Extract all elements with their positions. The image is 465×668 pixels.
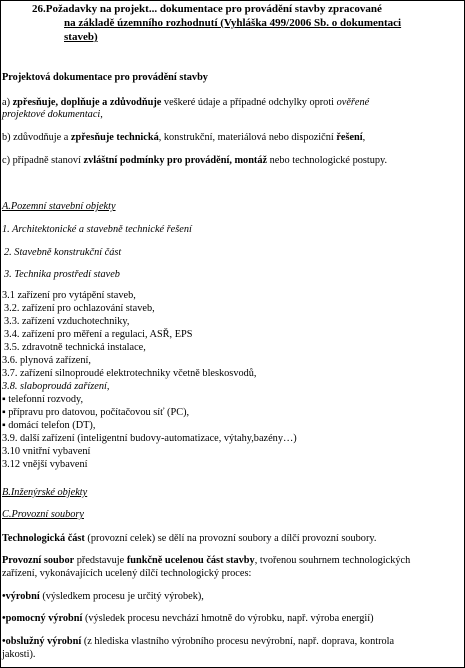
- list-item: 3.1 zařízení pro vytápění staveb,: [2, 290, 136, 301]
- subsection-b-title: B.Inženýrské objekty: [2, 487, 88, 498]
- bullet-vyrobni-bold: •výrobní: [2, 591, 40, 602]
- item-b: [2, 132, 365, 144]
- subsection-c-title: C.Provozní soubory: [2, 509, 84, 520]
- tech-text: (provozní celek) se dělí na provozní soubory a dílčí provozní soubory.: [84, 533, 377, 544]
- list-item: 3.4. zařízení pro měření a regulaci, ASŘ, EPS: [4, 329, 193, 340]
- list-item: 3.7. zařízení silnoproudé elektrotechniky včetně bleskosvodů,: [2, 368, 257, 379]
- list-item: 3.10 vnitřní vybavení: [2, 446, 91, 457]
- bullet-obsluzny-bold: •obslužný výrobní: [2, 636, 82, 647]
- subsection-a-title: A.Pozemní stavební objekty: [2, 201, 116, 212]
- subsection-a-item-1: 1. Architektonické a stavebně technické řešení: [2, 224, 192, 235]
- list-item: 3.6. plynová zařízení,: [2, 355, 91, 366]
- subsection-a-item-2: 2. Stavebně konstrukční část: [4, 247, 122, 258]
- item-a-prefix: a): [2, 97, 13, 108]
- ps-paragraph-line-1: [2, 555, 410, 567]
- item-a-italic-2: projektové dokumentaci: [2, 109, 101, 120]
- section-title: Projektová dokumentace pro provádění stavby: [2, 72, 208, 83]
- page-heading: [0, 2, 463, 44]
- bullet-obsluzny: [2, 636, 394, 648]
- item-a-line-1: [2, 97, 369, 109]
- bullet-vyrobni: [2, 591, 204, 603]
- ps-text-2: , tvořenou souhrnem technologických: [254, 555, 411, 566]
- list-item: 3.2. zařízení pro ochlazování staveb,: [4, 303, 155, 314]
- bullet-vyrobni-text: (výsledkem procesu je určitý výrobek),: [39, 591, 204, 602]
- list-item: 3.3. zařízení vzduchotechniky,: [4, 316, 130, 327]
- tech-bold: Technologická část: [2, 533, 85, 544]
- subsection-a-item-3: 3. Technika prostředí staveb: [4, 269, 120, 280]
- list-item: 3.5. zdravotně technická instalace,: [4, 342, 146, 353]
- item-b-end: ,: [362, 132, 366, 143]
- bullet-obsluzny-line-2: jakosti).: [2, 649, 36, 660]
- ps-text: představuje: [74, 555, 127, 566]
- item-b-bold: zpřesňuje technická: [70, 132, 159, 143]
- item-c-text: nebo technologické postupy.: [267, 155, 388, 166]
- bullet-pomocny: [2, 613, 374, 625]
- list-item: 3.9. další zařízení (inteligentní budovy-automatizace, výtahy,bazény…): [2, 433, 297, 444]
- ps-bold: Provozní soubor: [2, 555, 75, 566]
- item-c: [2, 155, 387, 167]
- tech-paragraph: [2, 533, 376, 545]
- item-c-bold: zvláštní podmínky pro provádění, montáž: [83, 155, 268, 166]
- item-b-prefix: b) zdůvodňuje a: [2, 132, 71, 143]
- list-item: ▪ telefonní rozvody,: [2, 394, 84, 405]
- heading-line-1: 26.Požadavky na projekt... dokumentace pro provádění stavby zpracované: [32, 3, 382, 15]
- item-b-bold-2: řešení: [336, 132, 363, 143]
- list-item: ▪ domácí telefon (DT),: [2, 420, 96, 431]
- bullet-pomocny-text: (výsledek procesu nevchází hmotně do výrobku, např. výroba energií): [82, 613, 374, 624]
- list-item: ▪ přípravu pro datovou, počítačovou síť (PC),: [2, 407, 190, 418]
- item-a-end: ,: [100, 109, 103, 120]
- item-a-italic: ověřené: [336, 97, 370, 108]
- ps-paragraph-line-2: zařízení, vykonávajících ucelený dílčí technologický proces:: [2, 568, 252, 579]
- ps-bold-2: funkčně ucelenou část stavby: [126, 555, 255, 566]
- list-item: 3.12 vnější vybavení: [2, 459, 88, 470]
- item-c-prefix: c) případně stanoví: [2, 155, 84, 166]
- item-a-text: veškeré údaje a případné odchylky oproti: [161, 97, 337, 108]
- item-a-line-2: [2, 109, 103, 121]
- item-a-bold: zpřesňuje, doplňuje a zdůvodňuje: [12, 97, 162, 108]
- item-b-text: , konstrukční, materiálová nebo dispoziční: [158, 132, 337, 143]
- bullet-pomocny-bold: •pomocný výrobní: [2, 613, 83, 624]
- heading-line-3: staveb): [64, 31, 98, 43]
- list-item: 3.8. slaboproudá zařízení,: [2, 381, 110, 392]
- bullet-obsluzny-text: (z hlediska vlastního výrobního procesu nevýrobní, např. doprava, kontrola: [81, 636, 395, 647]
- heading-line-2: na základě územního rozhodnutí (Vyhláška 499/2006 Sb. o dokumentaci: [64, 17, 402, 29]
